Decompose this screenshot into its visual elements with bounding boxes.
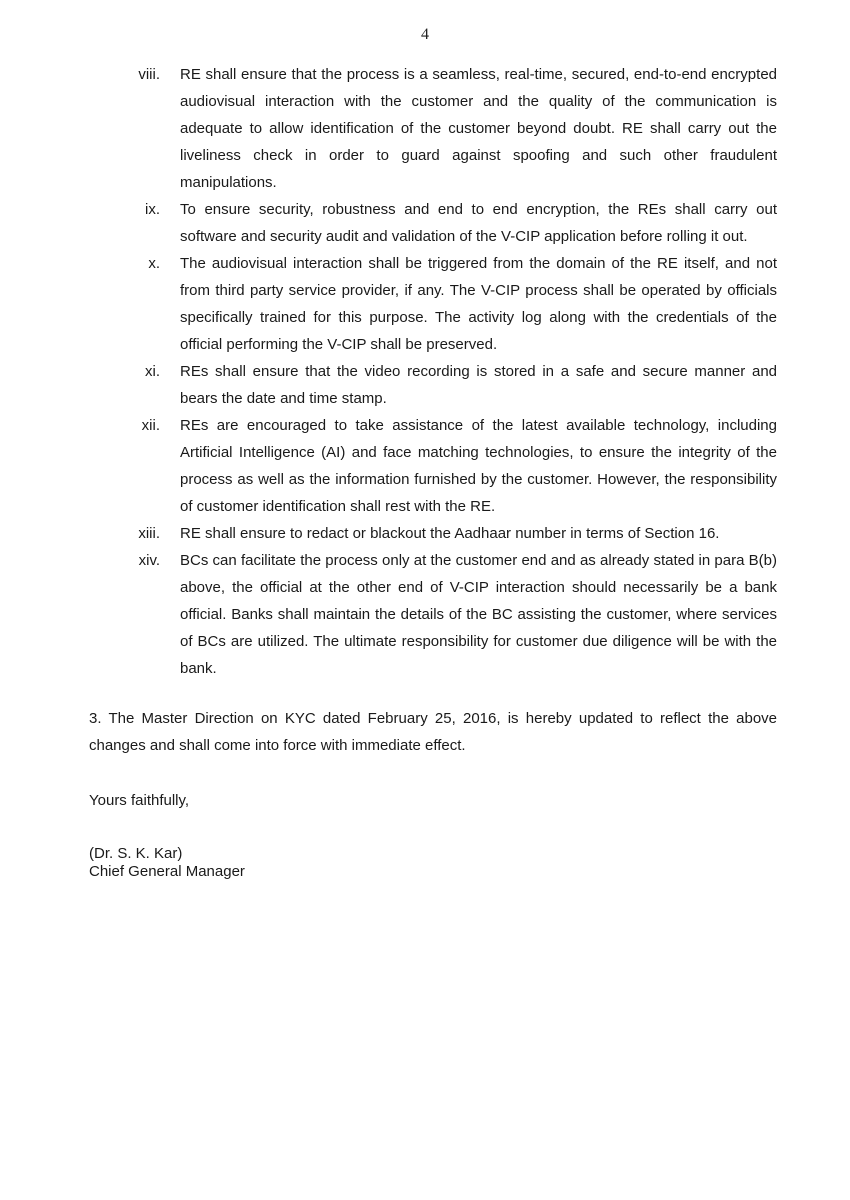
signatory-title: Chief General Manager bbox=[89, 863, 245, 880]
list-item bbox=[0, 520, 850, 547]
list-item bbox=[0, 412, 850, 520]
page-number: 4 bbox=[421, 26, 429, 43]
list-item-number: ix. bbox=[145, 201, 160, 218]
list-item-text: RE shall ensure that the process is a seamless, real-time, secured, end-to-end encrypted audiovisual interaction with the customer and the quality of the communication is adequate to allow identification of the customer beyond doubt. RE shall carry out the liveliness check in order to guard against spoofing and such other fraudulent manipulations. bbox=[180, 66, 777, 191]
list-item-text: BCs can facilitate the process only at the customer end and as already stated in para B(b) above, the official at the other end of V-CIP interaction should necessarily be a bank official. Banks shall maintain the details of the BC assisting the customer, where services of BCs are utilized. The ultimate responsibility for customer due diligence will be with the bank. bbox=[180, 552, 777, 677]
closing-salutation: Yours faithfully, bbox=[89, 792, 190, 809]
list-item bbox=[0, 250, 850, 358]
list-item-number: xiv. bbox=[138, 552, 160, 569]
list-item-number: xiii. bbox=[138, 525, 160, 542]
list-item-number: x. bbox=[148, 255, 160, 272]
list-item bbox=[0, 547, 850, 682]
list-item-text: REs shall ensure that the video recording is stored in a safe and secure manner and bears the date and time stamp. bbox=[180, 363, 777, 407]
list-item-text: RE shall ensure to redact or blackout the Aadhaar number in terms of Section 16. bbox=[180, 525, 720, 542]
paragraph-3: 3. The Master Direction on KYC dated February 25, 2016, is hereby updated to reflect the above changes and shall come into force with immediate effect. bbox=[89, 710, 777, 754]
list-item-text: To ensure security, robustness and end to end encryption, the REs shall carry out software and security audit and validation of the V-CIP application before rolling it out. bbox=[180, 201, 777, 245]
list-item-number: viii. bbox=[138, 66, 160, 83]
list-item bbox=[0, 61, 850, 196]
numbered-list bbox=[0, 61, 850, 682]
list-item-text: The audiovisual interaction shall be triggered from the domain of the RE itself, and not from third party service provider, if any. The V-CIP process shall be operated by officials specifically trained for this purpose. The activity log along with the credentials of the official performing the V-CIP shall be preserved. bbox=[180, 255, 777, 353]
signature-block bbox=[89, 845, 245, 881]
list-item-number: xi. bbox=[145, 363, 160, 380]
signatory-name: (Dr. S. K. Kar) bbox=[89, 845, 183, 862]
list-item-number: xii. bbox=[141, 417, 160, 434]
list-item bbox=[0, 358, 850, 412]
list-item-text: REs are encouraged to take assistance of the latest available technology, including Artificial Intelligence (AI) and face matching technologies, to ensure the integrity of the process as well as the information furnished by the customer. However, the responsibility of customer identification shall rest with the RE. bbox=[180, 417, 777, 515]
list-item bbox=[0, 196, 850, 250]
